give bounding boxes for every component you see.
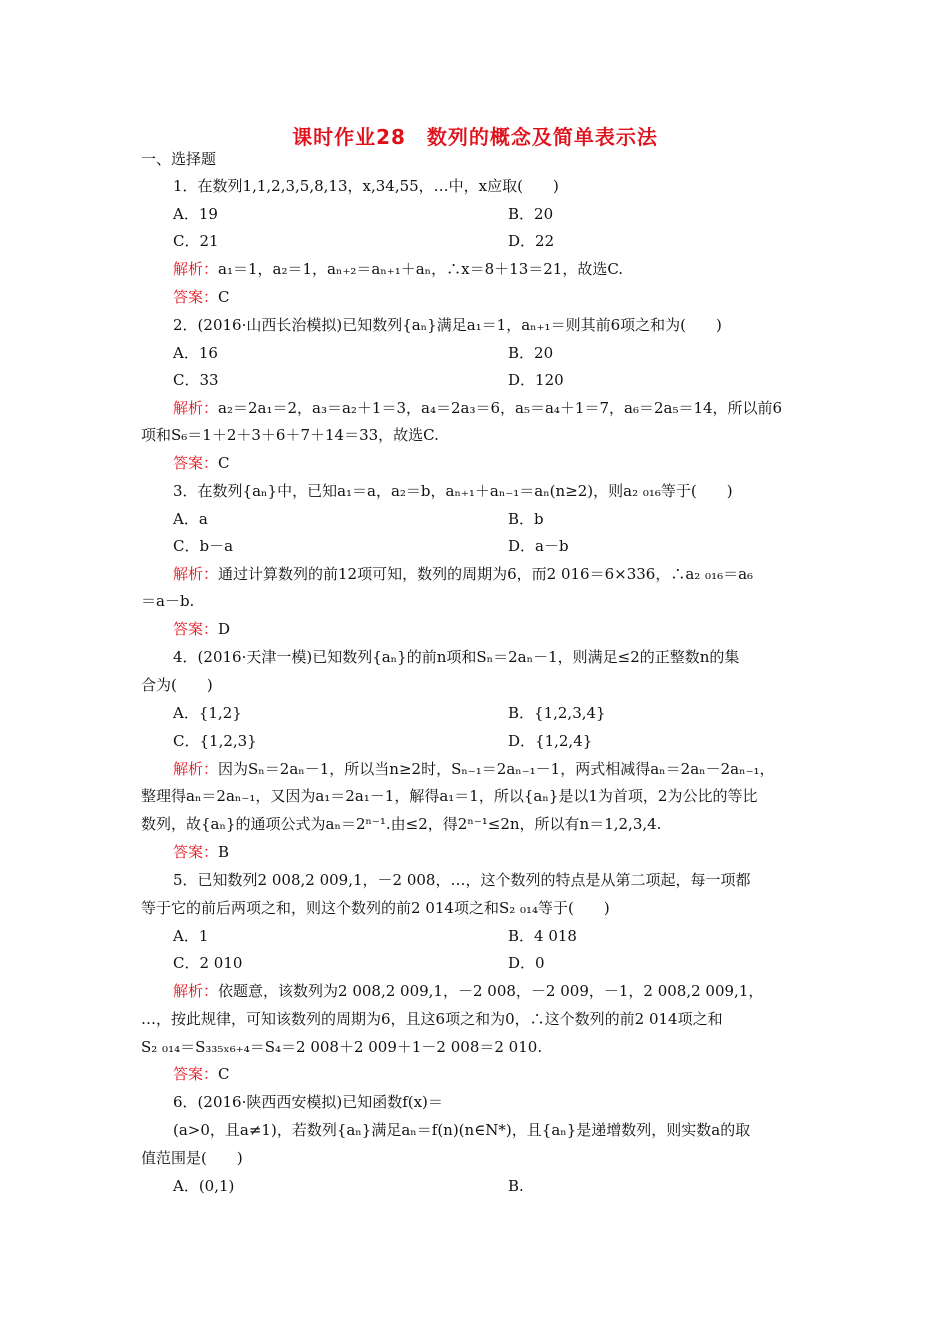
- q2-option-a: A．16: [173, 344, 218, 362]
- q4-option-b: B．{1,2,3,4}: [508, 704, 606, 722]
- q2-option-b: B．20: [508, 344, 554, 362]
- q1-explanation-text: a₁＝1，a₂＝1，aₙ₊₂＝aₙ₊₁＋aₙ，∴x＝8＋13＝21，故选C.: [218, 260, 624, 278]
- q5-option-a: A．1: [173, 927, 209, 945]
- q4-explanation-text-1: 因为Sₙ＝2aₙ－1，所以当n≥2时，Sₙ₋₁＝2aₙ₋₁－1，两式相减得aₙ＝2aₙ－2aₙ₋₁，: [218, 760, 775, 778]
- q1-option-b: B．20: [508, 205, 554, 223]
- q4-option-d: D．{1,2,4}: [508, 732, 593, 750]
- q1-option-a: A．19: [173, 205, 218, 223]
- q5-option-b: B．4 018: [508, 927, 577, 945]
- q5-option-d: D．0: [508, 954, 545, 972]
- question-4-stem-1: 4．(2016·天津一模)已知数列{aₙ}的前n项和Sₙ＝2aₙ－1，则满足≤2的正整数n的集: [173, 648, 740, 666]
- q4-explanation-text-3: 数列，故{aₙ}的通项公式为aₙ＝2ⁿ⁻¹.由≤2，得2ⁿ⁻¹≤2n，所以有n＝1,2,3,4.: [141, 815, 662, 833]
- question-1-stem: 1．在数列1,1,2,3,5,8,13，x,34,55，…中，x应取( ): [173, 177, 559, 195]
- q3-answer-value: D: [218, 620, 231, 638]
- q4-answer: [173, 842, 853, 862]
- q2-answer-value: C: [218, 454, 230, 472]
- question-6-stem-3: 值范围是( ): [141, 1149, 243, 1167]
- q5-explanation-text-3: S₂ ₀₁₄＝S₃₃₅ₓ₆₊₄＝S₄＝2 008＋2 009＋1－2 008＝2 010.: [141, 1038, 543, 1056]
- q3-explanation: [173, 564, 853, 584]
- q3-option-a: A．a: [173, 510, 208, 528]
- q3-option-c: C．b－a: [173, 537, 234, 555]
- q4-option-a: A．{1,2}: [173, 704, 242, 722]
- q2-explanation-text-1: a₂＝2a₁＝2，a₃＝a₂＋1＝3，a₄＝2a₃＝6，a₅＝a₄＋1＝7，a₆＝2a₅＝14，所以前6: [218, 399, 783, 417]
- question-5-stem-2: 等于它的前后两项之和，则这个数列的前2 014项之和S₂ ₀₁₄等于( ): [141, 899, 610, 917]
- section-heading: 一、选择题: [141, 150, 217, 168]
- explanation-label: 解析：: [173, 260, 219, 278]
- explanation-label: 解析：: [173, 982, 219, 1000]
- q2-option-c: C．33: [173, 371, 219, 389]
- explanation-label: 解析：: [173, 565, 219, 583]
- q3-answer: [173, 619, 853, 639]
- q6-option-a: A．(0,1): [173, 1177, 235, 1195]
- answer-label: 答案：: [173, 843, 219, 861]
- q4-explanation-text-2: 整理得aₙ＝2aₙ₋₁，又因为a₁＝2a₁－1，解得a₁＝1，所以{aₙ}是以1为首项，2为公比的等比: [141, 787, 758, 805]
- q2-explanation-text-2: 项和S₆＝1＋2＋3＋6＋7＋14＝33，故选C.: [141, 426, 439, 444]
- q1-explanation: [173, 259, 853, 279]
- explanation-label: 解析：: [173, 399, 219, 417]
- q5-explanation-text-2: …，按此规律，可知该数列的周期为6，且这6项之和为0，∴这个数列的前2 014项之和: [141, 1010, 723, 1028]
- q6-option-b: B.: [508, 1177, 524, 1195]
- question-3-stem: 3．在数列{aₙ}中，已知a₁＝a，a₂＝b，aₙ₊₁＋aₙ₋₁＝aₙ(n≥2)，则a₂ ₀₁₆等于( ): [173, 482, 733, 500]
- q2-option-d: D．120: [508, 371, 564, 389]
- page-title: 课时作业28 数列的概念及简单表示法: [292, 125, 658, 149]
- q4-explanation: [173, 759, 853, 779]
- q3-option-b: B．b: [508, 510, 544, 528]
- answer-label: 答案：: [173, 454, 219, 472]
- answer-label: 答案：: [173, 288, 219, 306]
- q3-explanation-text-1: 通过计算数列的前12项可知，数列的周期为6，而2 016＝6×336，∴a₂ ₀₁₆＝a₆: [218, 565, 754, 583]
- q4-option-c: C．{1,2,3}: [173, 732, 257, 750]
- q1-answer-value: C: [218, 288, 230, 306]
- q5-answer: [173, 1064, 853, 1084]
- q1-option-d: D．22: [508, 232, 555, 250]
- answer-label: 答案：: [173, 1065, 219, 1083]
- question-2-stem: 2．(2016·山西长治模拟)已知数列{aₙ}满足a₁＝1，aₙ₊₁＝则其前6项之和为( ): [173, 316, 722, 334]
- q3-explanation-text-2: ＝a－b.: [141, 592, 195, 610]
- q1-option-c: C．21: [173, 232, 219, 250]
- q5-option-c: C．2 010: [173, 954, 243, 972]
- question-5-stem-1: 5．已知数列2 008,2 009,1，－2 008，…，这个数列的特点是从第二项起，每一项都: [173, 871, 751, 889]
- q4-answer-value: B: [218, 843, 230, 861]
- q5-explanation: [173, 981, 853, 1001]
- q3-option-d: D．a－b: [508, 537, 569, 555]
- q5-answer-value: C: [218, 1065, 230, 1083]
- question-6-stem-1: 6．(2016·陕西西安模拟)已知函数f(x)＝: [173, 1093, 443, 1111]
- explanation-label: 解析：: [173, 760, 219, 778]
- q2-explanation: [173, 398, 853, 418]
- q5-explanation-text-1: 依题意，该数列为2 008,2 009,1，－2 008，－2 009，－1，2 008,2 009,1，: [218, 982, 764, 1000]
- question-6-stem-2: (a>0，且a≠1)，若数列{aₙ}满足aₙ＝f(n)(n∈N*)，且{aₙ}是递增数列，则实数a的取: [173, 1121, 751, 1139]
- question-4-stem-2: 合为( ): [141, 676, 213, 694]
- q2-answer: [173, 453, 853, 473]
- answer-label: 答案：: [173, 620, 219, 638]
- q1-answer: [173, 287, 853, 307]
